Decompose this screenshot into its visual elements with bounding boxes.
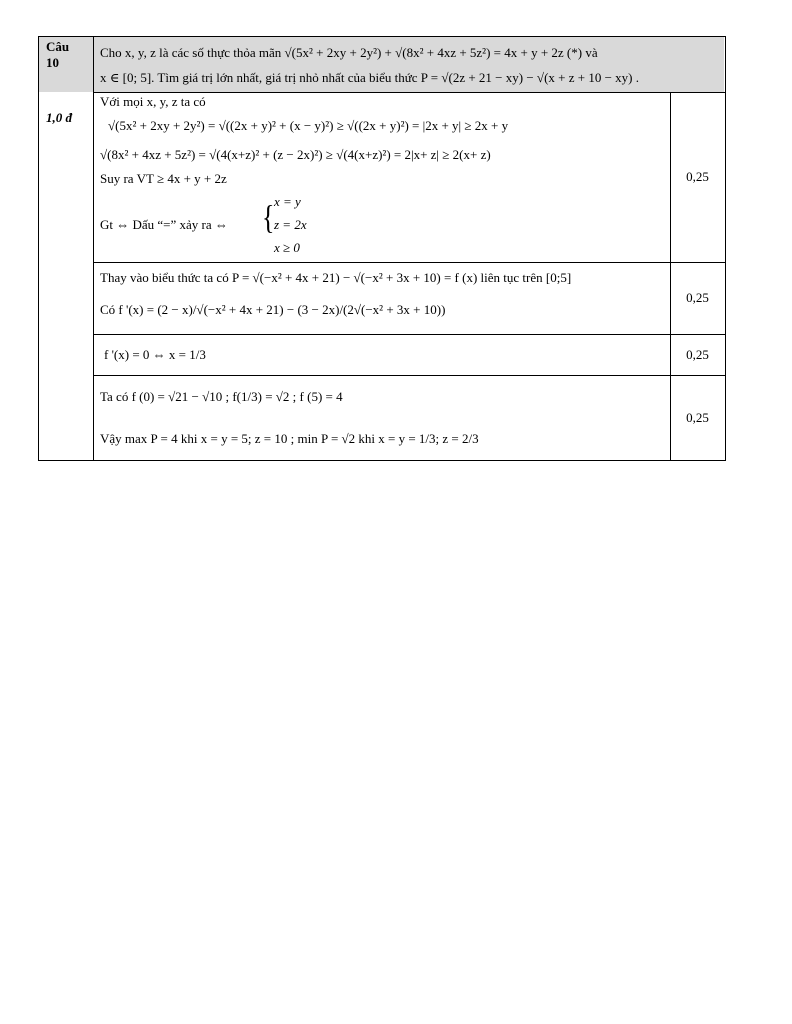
question-statement-line: x ∈ [0; 5]. Tìm giá trị lớn nhất, giá trị nhỏ nhất của biểu thức P = √(2z + 21 − xy) − √(x + z + 10 − xy) . [100,70,639,85]
step-line: √(5x² + 2xy + 2y²) = √((2x + y)² + (x − y)²) ≥ √((2x + y)²) = |2x + y| ≥ 2x + y [108,118,509,133]
step-line: Thay vào biểu thức ta có P = √(−x² + 4x + 21) − √(−x² + 3x + 10) = f (x) liên tục trên [0;5] [100,270,572,285]
row-divider [93,262,726,263]
step-line: f '(x) = 0 ⇔ x = 1/3 [104,347,206,362]
step-line: Ta có f (0) = √21 − √10 ; f(1/3) = √2 ; f (5) = 4 [100,389,343,404]
question-points: 1,0 đ [46,110,72,125]
step-line: Với mọi x, y, z ta có [100,94,206,109]
step-line: Suy ra VT ≥ 4x + y + 2z [100,171,227,186]
question-label: Câu [46,39,70,54]
step-line: Vậy max P = 4 khi x = y = 5; z = 10 ; min P = √2 khi x = y = 1/3; z = 2/3 [100,431,479,446]
system-equation: x = y [274,194,301,209]
row-divider [93,375,726,376]
step-line: Có f '(x) = (2 − x)/√(−x² + 4x + 21) − (3 − 2x)/(2√(−x² + 3x + 10)) [100,302,446,317]
column-divider [93,36,94,461]
step-score: 0,25 [686,410,709,425]
question-number: 10 [46,55,59,70]
row-divider [93,92,726,93]
table-border-bottom [38,460,726,461]
table-border-top [38,36,726,37]
step-score: 0,25 [686,290,709,305]
step-score: 0,25 [686,169,709,184]
step-line: √(8x² + 4xz + 5z²) = √(4(x+z)² + (z − 2x)²) ≥ √(4(x+z)²) = 2|x+ z| ≥ 2(x+ z) [100,147,491,162]
system-equation: x ≥ 0 [274,240,300,255]
question-statement-line: Cho x, y, z là các số thực thỏa mãn √(5x² + 2xy + 2y²) + √(8x² + 4xz + 5z²) = 4x + y + 2z (*) và [100,45,598,60]
score-column-divider [670,92,671,461]
table-border-right [725,36,726,461]
system-equation: z = 2x [274,217,307,232]
system-brace: { [262,198,275,237]
step-line: Gt ⇔ Dấu “=” xảy ra ⇔ [100,217,228,232]
table-border-left [38,36,39,461]
row-divider [93,334,726,335]
step-score: 0,25 [686,347,709,362]
